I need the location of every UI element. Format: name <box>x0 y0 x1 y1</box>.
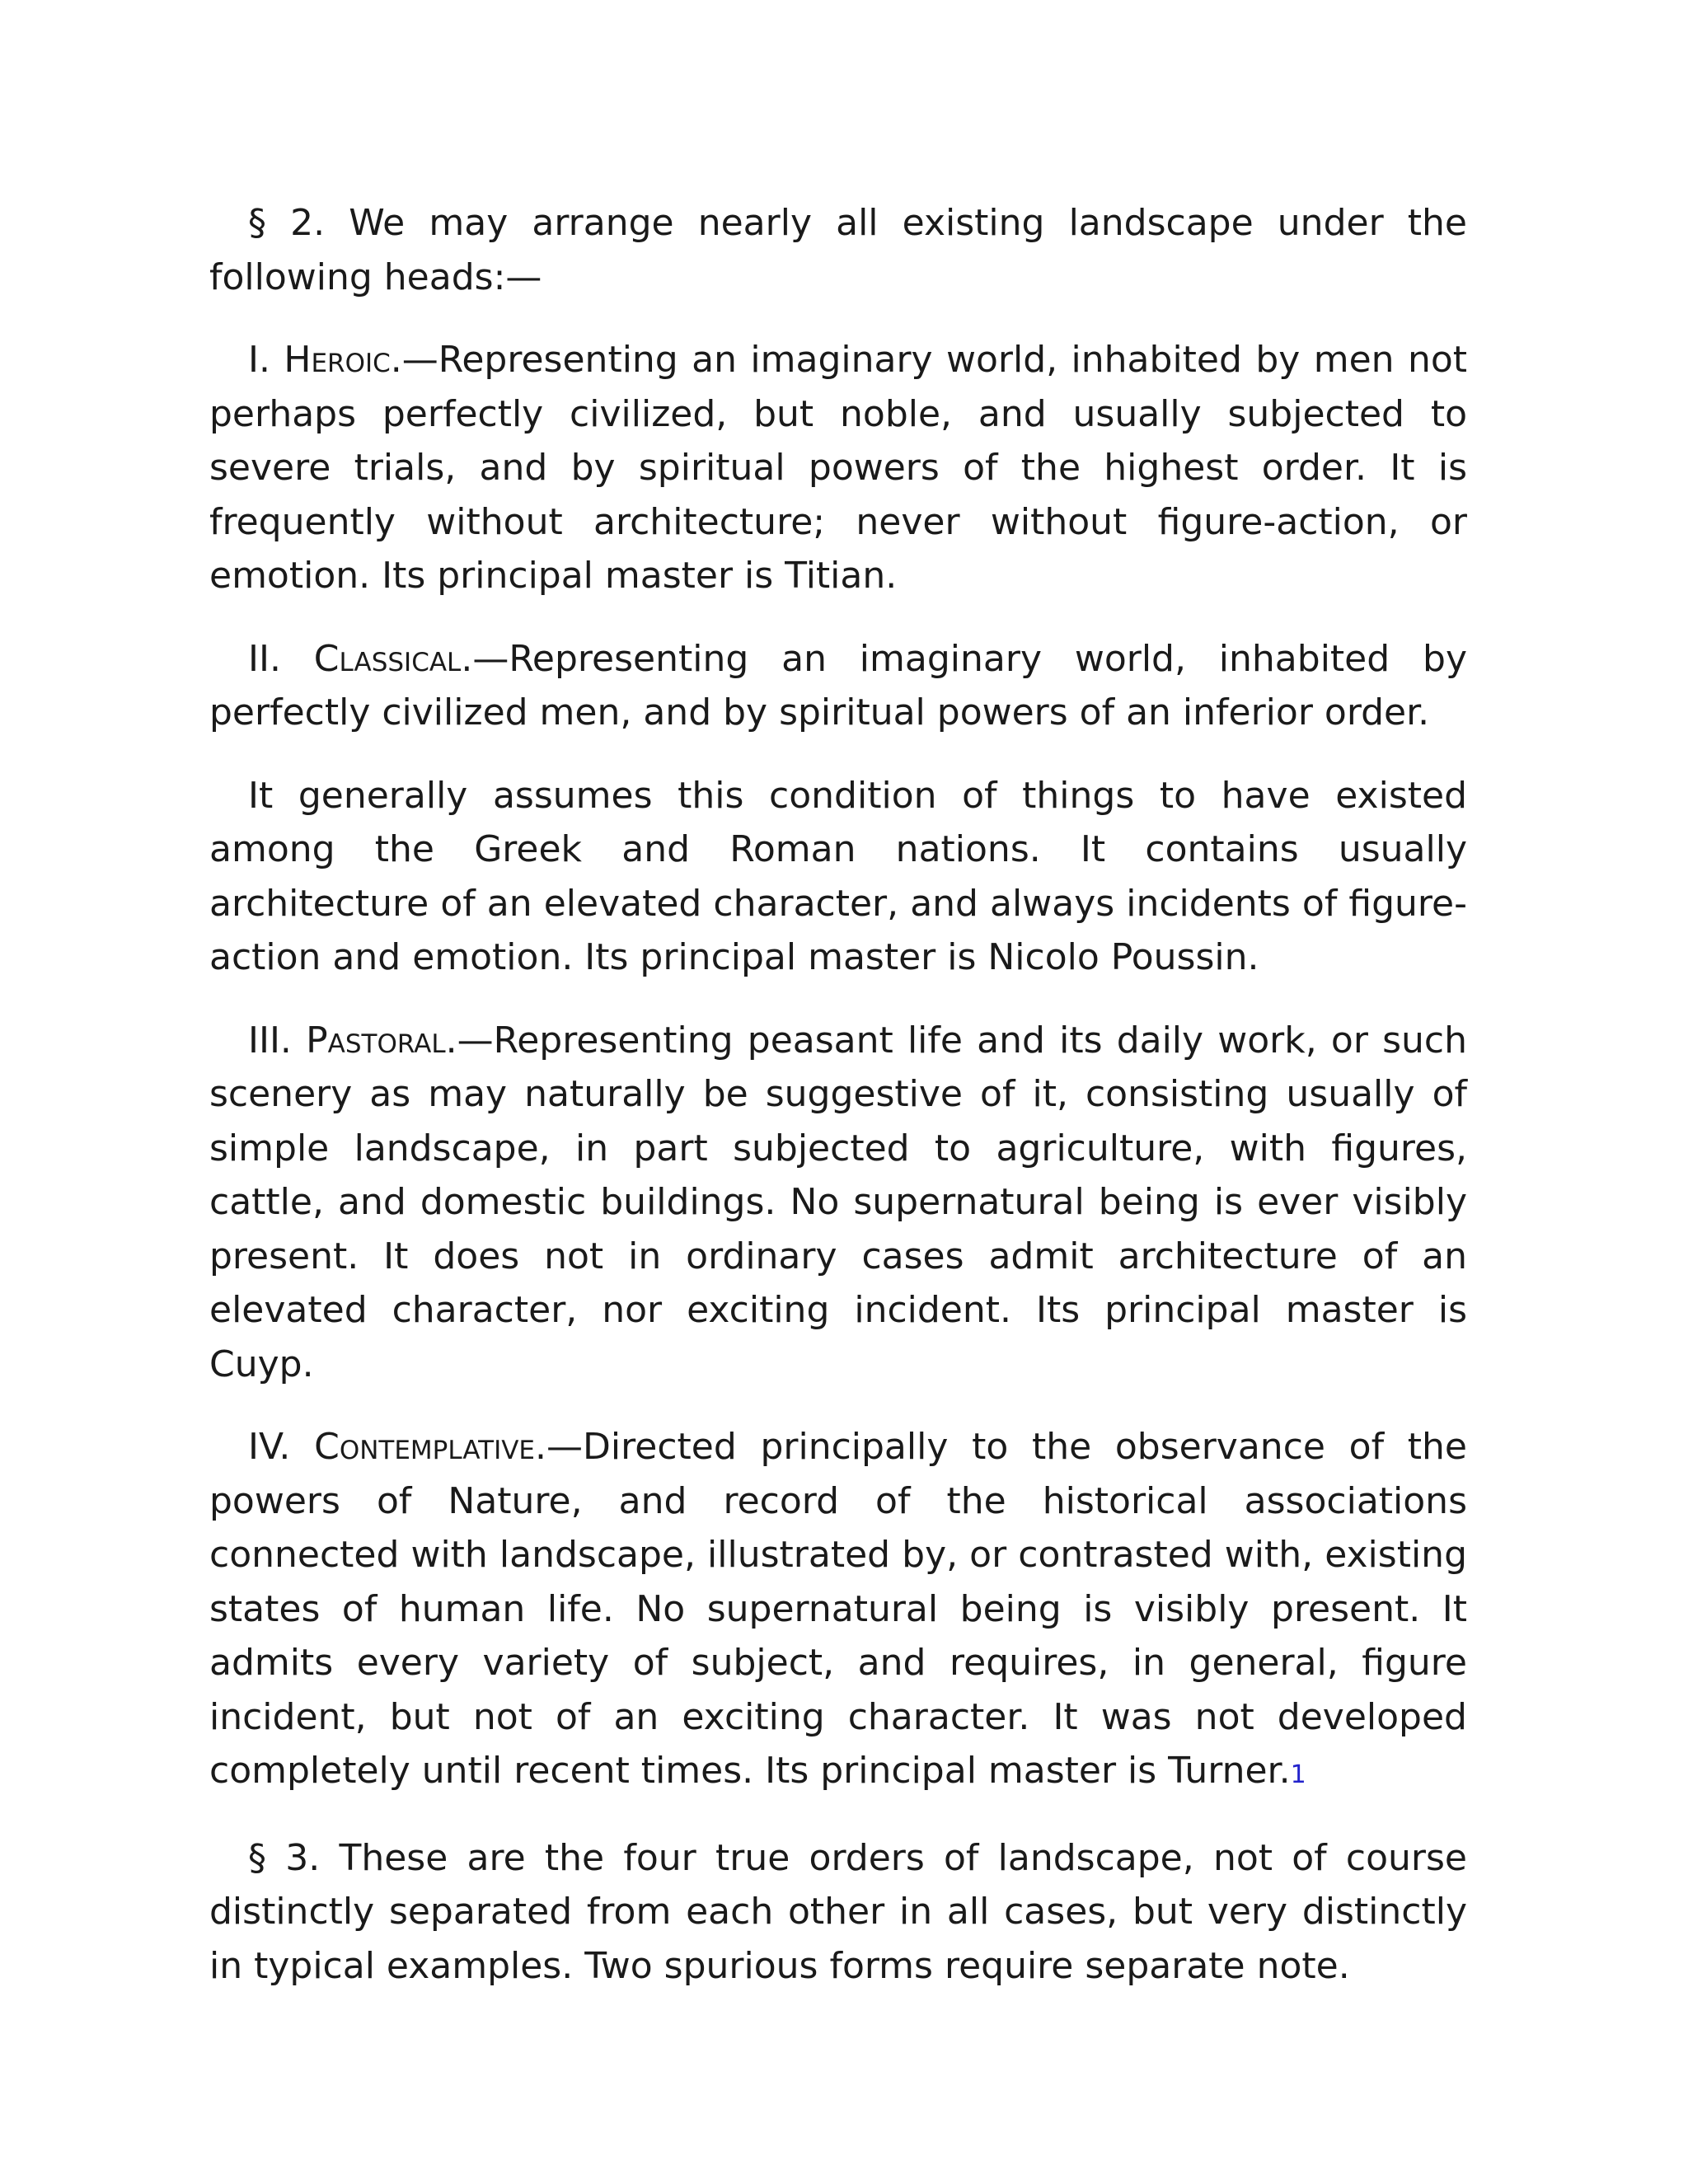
paragraph-text: § 2. We may arrange nearly all existing landscape under the following heads:— <box>209 202 1467 298</box>
order-term-pastoral: Pastoral <box>306 1019 446 1062</box>
order-term-contemplative: Contemplative <box>314 1426 536 1468</box>
order-term-heroic: Heroic <box>284 339 391 381</box>
paragraph-section-2 <box>209 196 1467 304</box>
order-numeral: I. <box>248 339 284 381</box>
paragraph-contemplative <box>209 1420 1467 1802</box>
order-numeral: II. <box>248 637 314 680</box>
paragraph-text: It generally assumes this condition of things to have existed among the Greek and Roman nations. It contains usually architecture of an elevated character, and always incidents of figure-action and emotion. Its principal master is Nicolo Poussin. <box>209 774 1467 978</box>
paragraph-text: .—Directed principally to the observance of the powers of Nature, and record of the historical associations connected with landscape, illustrated by, or contrasted with, existing states of human life. No supernatural being is visibly present. It admits every variety of subject, and requires, in general, figure incident, but not of an exciting character. It was not developed completely until recent times. Its principal master is Turner. <box>209 1426 1467 1792</box>
paragraph-text: § 3. These are the four true orders of landscape, not of course distinctly separated from each other in all cases, but very distinctly in typical examples. Two spurious forms require separate note. <box>209 1836 1467 1987</box>
document-page <box>209 196 1467 2022</box>
footnote-link[interactable]: 1 <box>1290 1760 1306 1789</box>
paragraph-pastoral <box>209 1014 1467 1392</box>
paragraph-text: .—Representing an imaginary world, inhabited by men not perhaps perfectly civilized, but noble, and usually subjected to severe trials, and by spiritual powers of the highest order. It is frequently without architecture; never without figure-action, or emotion. Its principal master is Titian. <box>209 339 1467 597</box>
order-numeral: III. <box>248 1019 307 1062</box>
paragraph-classical-continued <box>209 769 1467 985</box>
paragraph-classical <box>209 632 1467 740</box>
paragraph-text: .—Representing peasant life and its daily work, or such scenery as may naturally be suggestive of it, consisting usually of simple landscape, in part subjected to agriculture, with figures, cattle, and domestic buildings. No supernatural being is ever visibly present. It does not in ordinary cases admit architecture of an elevated character, nor exciting incident. Its principal master is Cuyp. <box>209 1019 1467 1385</box>
order-term-classical: Classical <box>313 637 462 680</box>
paragraph-section-3 <box>209 1831 1467 1994</box>
order-numeral: IV. <box>248 1426 315 1468</box>
paragraph-text: .—Representing an imaginary world, inhabited by perfectly civilized men, and by spiritual powers of an inferior order. <box>209 637 1467 733</box>
paragraph-heroic <box>209 333 1467 603</box>
